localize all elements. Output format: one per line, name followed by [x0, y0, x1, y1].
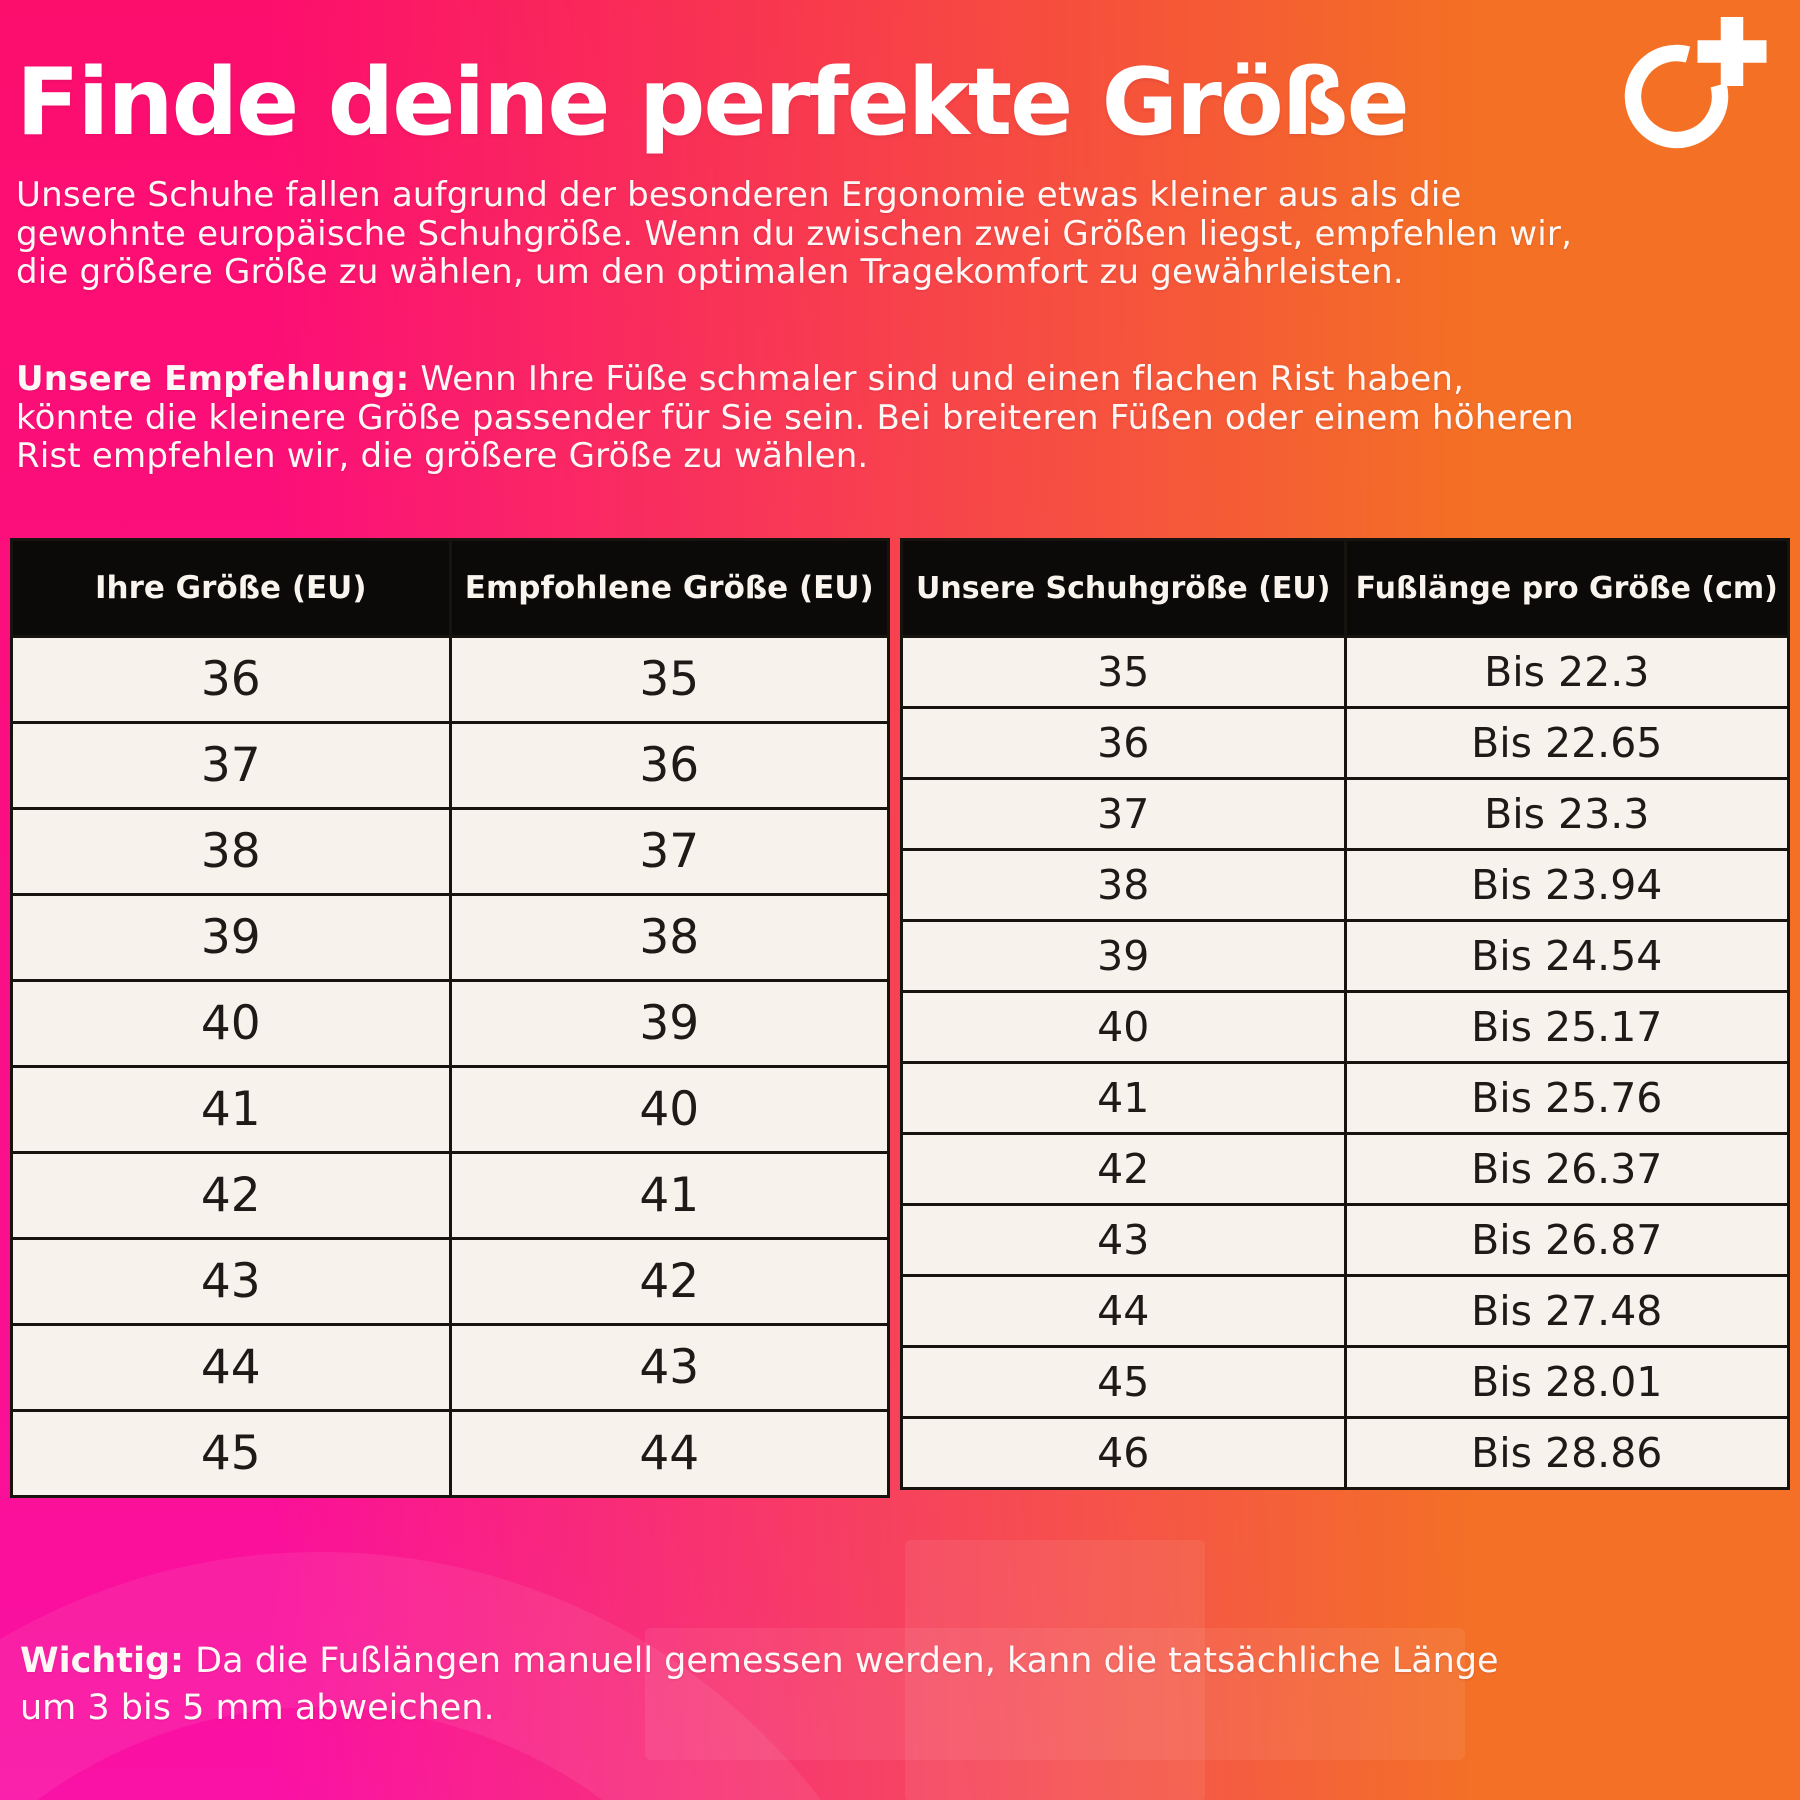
table-row: [902, 637, 1789, 708]
table-cell: 44: [12, 1325, 451, 1411]
table-cell: 41: [12, 1067, 451, 1153]
table-row: [902, 921, 1789, 992]
column-header: Fußlänge pro Größe (cm): [1345, 540, 1789, 637]
table-cell: Bis 22.3: [1345, 637, 1789, 708]
table-cell: 36: [12, 637, 451, 723]
table-cell: Bis 22.65: [1345, 708, 1789, 779]
footer-text: Da die Fußlängen manuell gemessen werden, kann die tatsächliche Länge um 3 bis 5 mm abweichen.: [20, 1641, 1499, 1728]
table-cell: Bis 25.76: [1345, 1063, 1789, 1134]
foot-length-table: [900, 538, 1790, 1490]
table-row: [902, 850, 1789, 921]
table-cell: 35: [450, 637, 889, 723]
table-row: [12, 809, 889, 895]
table-row: [12, 637, 889, 723]
table-cell: 38: [12, 809, 451, 895]
table-row: [12, 1153, 889, 1239]
table-row: [12, 1411, 889, 1497]
table-cell: 40: [12, 981, 451, 1067]
table-row: [902, 1063, 1789, 1134]
footer-label: Wichtig:: [20, 1641, 185, 1681]
table-cell: 45: [902, 1347, 1346, 1418]
table-cell: 46: [902, 1418, 1346, 1489]
table-cell: 45: [12, 1411, 451, 1497]
table-row: [902, 1134, 1789, 1205]
table-row: [902, 992, 1789, 1063]
table-cell: 43: [902, 1205, 1346, 1276]
circle-plus-logo-icon: [1623, 14, 1778, 164]
column-header: Unsere Schuhgröße (EU): [902, 540, 1346, 637]
table-cell: 42: [12, 1153, 451, 1239]
page-title: Finde deine perfekte Größe: [16, 48, 1408, 156]
table-row: [902, 1276, 1789, 1347]
table-row: [902, 1205, 1789, 1276]
table-cell: 42: [902, 1134, 1346, 1205]
table-cell: Bis 27.48: [1345, 1276, 1789, 1347]
table-row: [902, 779, 1789, 850]
table-cell: 38: [450, 895, 889, 981]
table-cell: Bis 28.86: [1345, 1418, 1789, 1489]
table-cell: 37: [450, 809, 889, 895]
table-header-row: [12, 540, 889, 637]
table-row: [902, 1347, 1789, 1418]
intro-paragraph: [16, 176, 1596, 292]
table-row: [902, 1418, 1789, 1489]
table-cell: 39: [12, 895, 451, 981]
table-cell: Bis 26.37: [1345, 1134, 1789, 1205]
table-cell: 39: [902, 921, 1346, 992]
table-cell: Bis 28.01: [1345, 1347, 1789, 1418]
table-cell: Bis 23.94: [1345, 850, 1789, 921]
table-cell: 41: [450, 1153, 889, 1239]
table-cell: 38: [902, 850, 1346, 921]
table-cell: 40: [450, 1067, 889, 1153]
intro-text: Unsere Schuhe fallen aufgrund der besonderen Ergonomie etwas kleiner aus als die gewohnte europäische Schuhgröße. Wenn du zwischen zwei Größen liegst, empfehlen wir, die größere Größe zu wählen, um den optimalen Tragekomfort zu gewährleisten.: [16, 175, 1573, 292]
table-row: [12, 981, 889, 1067]
column-header: Empfohlene Größe (EU): [450, 540, 889, 637]
recommendation-text: Wenn Ihre Füße schmaler sind und einen flachen Rist haben, könnte die kleinere Größe passender für Sie sein. Bei breiteren Füßen oder einem höheren Rist empfehlen wir, die größere Größe zu wählen.: [16, 359, 1574, 476]
table-row: [12, 1239, 889, 1325]
table-cell: Bis 23.3: [1345, 779, 1789, 850]
table-cell: 44: [902, 1276, 1346, 1347]
table-cell: Bis 24.54: [1345, 921, 1789, 992]
table-cell: 35: [902, 637, 1346, 708]
table-cell: 36: [902, 708, 1346, 779]
table-cell: 36: [450, 723, 889, 809]
table-cell: 37: [12, 723, 451, 809]
footer-note: [20, 1638, 1550, 1732]
table-row: [12, 1325, 889, 1411]
recommendation-paragraph: [16, 360, 1586, 476]
table-cell: 41: [902, 1063, 1346, 1134]
table-row: [12, 895, 889, 981]
table-row: [12, 723, 889, 809]
recommendation-label: Unsere Empfehlung:: [16, 359, 410, 399]
table-row: [902, 708, 1789, 779]
table-cell: Bis 26.87: [1345, 1205, 1789, 1276]
table-cell: 40: [902, 992, 1346, 1063]
column-header: Ihre Größe (EU): [12, 540, 451, 637]
table-cell: 43: [450, 1325, 889, 1411]
table-cell: 37: [902, 779, 1346, 850]
size-recommendation-table: [10, 538, 890, 1498]
table-cell: Bis 25.17: [1345, 992, 1789, 1063]
table-cell: 43: [12, 1239, 451, 1325]
table-header-row: [902, 540, 1789, 637]
table-cell: 44: [450, 1411, 889, 1497]
table-cell: 42: [450, 1239, 889, 1325]
table-cell: 39: [450, 981, 889, 1067]
table-row: [12, 1067, 889, 1153]
